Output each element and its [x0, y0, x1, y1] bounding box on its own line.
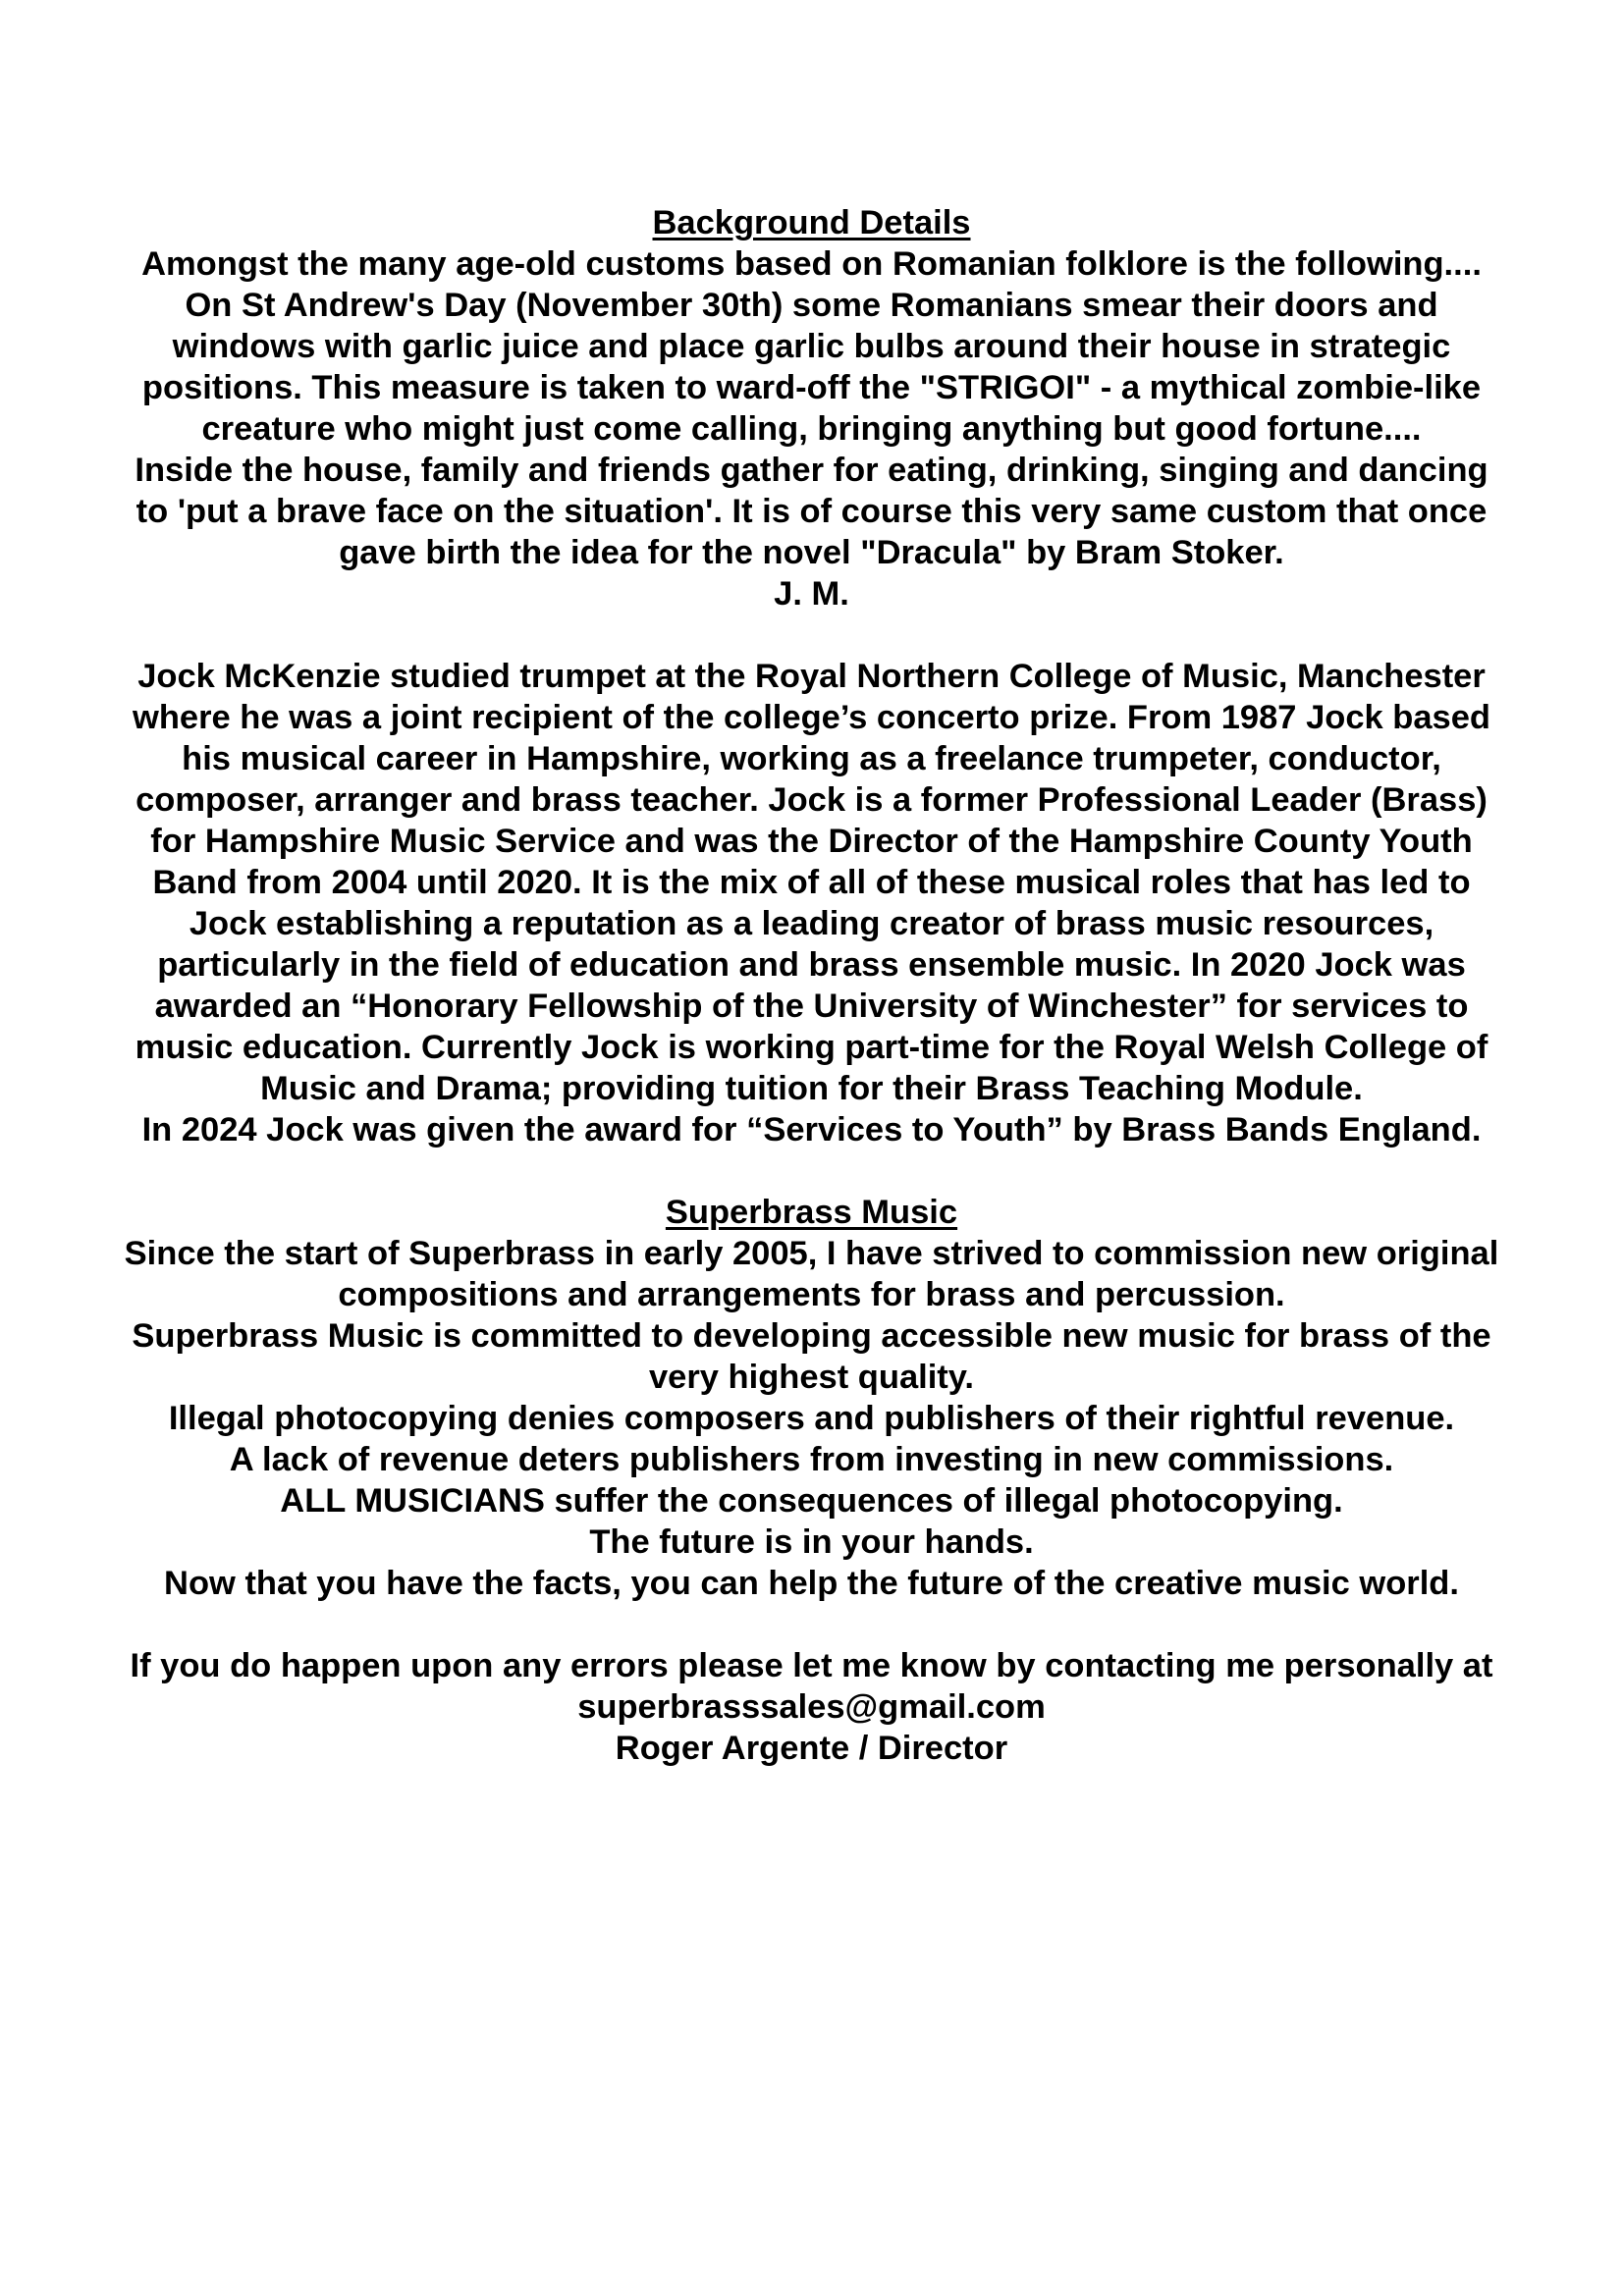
background-paragraph: On St Andrew's Day (November 30th) some Romanians smear their doors and windows with garlic juice and place garlic bulbs around their house in strategic positions. This measure is taken to ward-off the "STRIGOI" - a mythical zombie-like creature who might just come calling, bringing anything but good fortune.... [141, 287, 1482, 448]
background-heading: Background Details [652, 204, 971, 241]
superbrass-paragraph: Since the start of Superbrass in early 2005, I have strived to commission new original compositions and arrangements for brass and percussion. [124, 1235, 1499, 1313]
background-section [125, 202, 1499, 614]
superbrass-paragraph: Now that you have the facts, you can help the future of the creative music world. [164, 1565, 1459, 1602]
contact-email: superbrasssales@gmail.com [577, 1688, 1046, 1726]
superbrass-paragraph: ALL MUSICIANS suffer the consequences of illegal photocopying. [280, 1482, 1343, 1520]
contact-text: If you do happen upon any errors please let me know by contacting me personally at [130, 1647, 1493, 1684]
signature: Roger Argente / Director [615, 1730, 1008, 1767]
contact-paragraph [125, 1645, 1499, 1728]
spacer [0, 1150, 1623, 1192]
spacer [0, 1604, 1623, 1645]
biography-paragraph: Jock McKenzie studied trumpet at the Royal Northern College of Music, Manchester where he was a joint recipient of the college’s concerto prize. From 1987 Jock based his musical career in Hampshire, working as a freelance trumpeter, conductor, composer, arranger and brass teacher. Jock is a former Professional Leader (Brass) for Hampshire Music Service and was the Director of the Hampshire County Youth Band from 2004 until 2020. It is the mix of all of these musical roles that has led to Jock establishing a reputation as a leading creator of brass music resources, particularly in the field of education and brass ensemble music. In 2020 Jock was awarded an “Honorary Fellowship of the University of Winchester” for services to music education. Currently Jock is working part-time for the Royal Welsh College of Music and Drama; providing tuition for their Brass Teaching Module. [133, 658, 1490, 1107]
superbrass-paragraph: A lack of revenue deters publishers from investing in new commissions. [229, 1441, 1394, 1478]
superbrass-heading: Superbrass Music [665, 1194, 958, 1231]
superbrass-paragraph: Superbrass Music is committed to developing accessible new music for brass of the very highest quality. [132, 1317, 1491, 1396]
superbrass-section [125, 1192, 1499, 1604]
contact-section [125, 1645, 1499, 1769]
background-initials: J. M. [774, 575, 849, 613]
biography-award: In 2024 Jock was given the award for “Services to Youth” by Brass Bands England. [141, 1111, 1482, 1148]
background-paragraph: Amongst the many age-old customs based on Romanian folklore is the following.... [141, 245, 1482, 283]
superbrass-paragraph: The future is in your hands. [589, 1523, 1034, 1561]
background-paragraph: Inside the house, family and friends gather for eating, drinking, singing and dancing to 'put a brave face on the situation'. It is of course this very same custom that once gave birth the idea for the novel "Dracula" by Bram Stoker. [135, 452, 1488, 571]
biography-section [125, 656, 1499, 1150]
spacer [0, 614, 1623, 656]
document-page [0, 202, 1623, 1769]
superbrass-paragraph: Illegal photocopying denies composers and publishers of their rightful revenue. [168, 1400, 1455, 1437]
